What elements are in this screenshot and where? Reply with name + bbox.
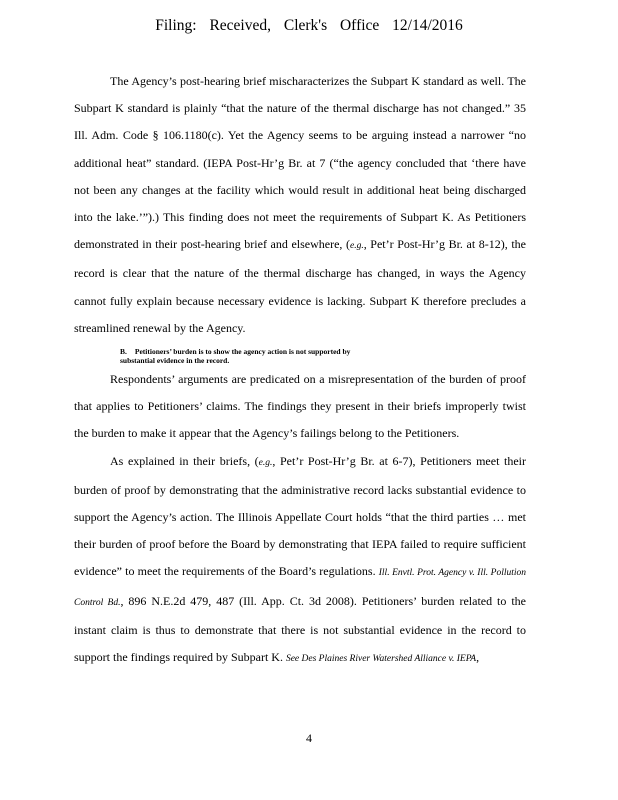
section-number: B. xyxy=(120,347,127,357)
eg-citation: e.g. xyxy=(350,241,364,252)
see-citation: See Des Plaines River Watershed Alliance v. IEPA xyxy=(285,654,477,665)
filing-header: Filing: Received, Clerk's Office 12/14/2016 xyxy=(155,17,463,34)
paragraph-respondents: Respondents’ arguments are predicated on a misrepresentation of the burden of proof that applies to Petitioners’ claims. The findings they present in their briefs improperly twist the burden to make it appear that the Agency’s failings belong to the Petitioners. xyxy=(74,372,526,441)
eg-citation: e.g. xyxy=(258,457,273,468)
section-title: Petitioners’ burden is to show the agency action is not supported by substantial evidence in the record. xyxy=(120,347,351,366)
page-number: 4 xyxy=(306,731,312,745)
document-body xyxy=(74,68,526,673)
paragraph-burden: As explained in their briefs, (e.g., Pet’r Post-Hr’g Br. at 6-7), Petitioners meet their burden of proof by demonstrating that the administrative record lacks substantial evidence to support the Agency’s action. The Illinois Appellate Court holds “that the third parties … met their burden of proof before the Board by demonstrating that IEPA failed to require sufficient evidence” to meet the requirements of the Board’s regulations. Ill. Envtl. Prot. Agency v. Ill. Pollution Control Bd., 896 N.E.2d 479, 487 (Ill. App. Ct. 3d 2008). Petitioners’ burden related to the instant claim is thus to demonstrate that there is not substantial evidence in the record to support the findings required by Subpart K. See Des Plaines River Watershed Alliance v. IEPA, xyxy=(74,453,527,665)
case-citation: Ill. Envtl. Prot. Agency v. Ill. Pollution Control Bd. xyxy=(74,568,527,608)
section-heading xyxy=(120,347,380,365)
paragraph-subpart-k: The Agency’s post-hearing brief mischaracterizes the Subpart K standard as well. The Subpart K standard is plainly “that the nature of the thermal discharge has not changed.” 35 Ill. Adm. Code § 106.1180(c). Yet the Agency seems to be arguing instead a narrower “no additional heat” standard. (IEPA Post-Hr’g Br. at 7 (“the agency concluded that ‘there have not been any changes at the facility which would result in additional heat being discharged into the lake.’”).) This finding does not meet the requirements of Subpart K. As Petitioners demonstrated in their post-hearing brief and elsewhere, (e.g., Pet’r Post-Hr’g Br. at 8-12), the record is clear that the nature of the thermal discharge has changed, in ways the Agency cannot fully explain because necessary evidence is lacking. Subpart K therefore precludes a streamlined renewal by the Agency. xyxy=(74,74,526,335)
